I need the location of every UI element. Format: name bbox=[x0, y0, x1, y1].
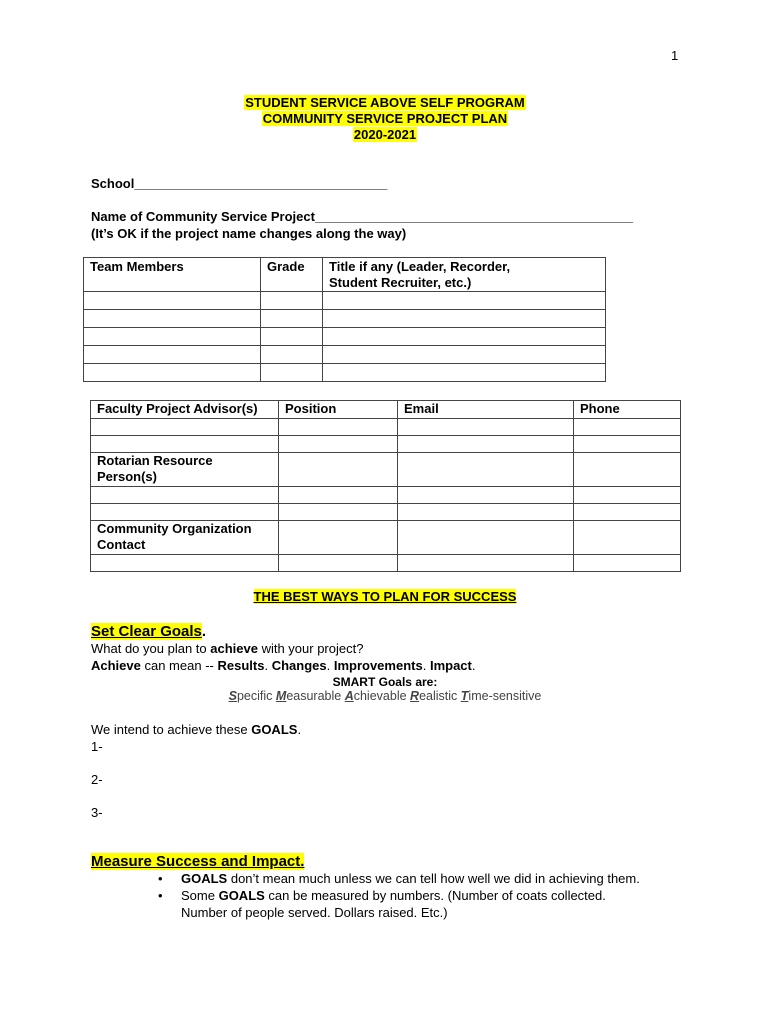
grade-header: Grade bbox=[261, 258, 323, 292]
measure-bullet-1: GOALS don’t mean much unless we can tell how well we did in achieving them. bbox=[181, 871, 640, 886]
measure-bullet-2: Some GOALS can be measured by numbers. (Number of coats collected. bbox=[181, 888, 606, 903]
rotarian-label: Rotarian Resource Person(s) bbox=[91, 453, 279, 487]
goals-intent: We intend to achieve these GOALS. bbox=[91, 722, 302, 737]
page-number: 1 bbox=[671, 48, 679, 63]
title-line-1: STUDENT SERVICE ABOVE SELF PROGRAM bbox=[245, 95, 525, 110]
table-row bbox=[91, 555, 681, 572]
table-row bbox=[84, 364, 606, 382]
team-members-table bbox=[83, 257, 606, 382]
title-line-3: 2020-2021 bbox=[353, 127, 417, 142]
team-members-header: Team Members bbox=[84, 258, 261, 292]
title-header: Title if any (Leader, Recorder, Student Recruiter, etc.) bbox=[323, 258, 606, 292]
table-row bbox=[91, 504, 681, 521]
faculty-advisor-header: Faculty Project Advisor(s) bbox=[91, 401, 279, 419]
goal-item-2[interactable]: 2- bbox=[91, 772, 103, 787]
table-row bbox=[84, 346, 606, 364]
school-field[interactable]: School___________________________________ bbox=[91, 176, 388, 191]
phone-header: Phone bbox=[574, 401, 681, 419]
table-row bbox=[91, 453, 681, 487]
project-name-note: (It’s OK if the project name changes along the way) bbox=[91, 226, 407, 241]
advisor-table-header-row bbox=[91, 401, 681, 419]
measure-heading: Measure Success and Impact. bbox=[91, 853, 305, 870]
team-table-header-row bbox=[84, 258, 606, 292]
table-row bbox=[91, 487, 681, 504]
smart-heading: SMART Goals are: bbox=[332, 675, 438, 689]
email-header: Email bbox=[398, 401, 574, 419]
project-name-field[interactable]: Name of Community Service Project____________________________________________ bbox=[91, 209, 634, 224]
bullet-icon: • bbox=[158, 888, 163, 903]
goal-item-1[interactable]: 1- bbox=[91, 739, 103, 754]
goals-heading: Set Clear Goals. bbox=[91, 623, 207, 640]
measure-bullet-2-line-2: Number of people served. Dollars raised. Etc.) bbox=[181, 905, 448, 920]
position-header: Position bbox=[279, 401, 398, 419]
table-row bbox=[84, 292, 606, 310]
title-line-2: COMMUNITY SERVICE PROJECT PLAN bbox=[262, 111, 508, 126]
table-row bbox=[84, 310, 606, 328]
goal-item-3[interactable]: 3- bbox=[91, 805, 103, 820]
achieve-definition: Achieve can mean -- Results. Changes. Improvements. Impact. bbox=[91, 658, 476, 673]
goals-question: What do you plan to achieve with your project? bbox=[91, 641, 364, 656]
table-row bbox=[84, 328, 606, 346]
table-row bbox=[91, 521, 681, 555]
smart-acronym: Specific Measurable Achievable Realistic Time-sensitive bbox=[228, 689, 542, 703]
table-row bbox=[91, 419, 681, 436]
advisor-table bbox=[90, 400, 681, 572]
table-row bbox=[91, 436, 681, 453]
community-contact-label: Community Organization Contact bbox=[91, 521, 279, 555]
plan-heading: THE BEST WAYS TO PLAN FOR SUCCESS bbox=[253, 589, 517, 604]
bullet-icon: • bbox=[158, 871, 163, 886]
